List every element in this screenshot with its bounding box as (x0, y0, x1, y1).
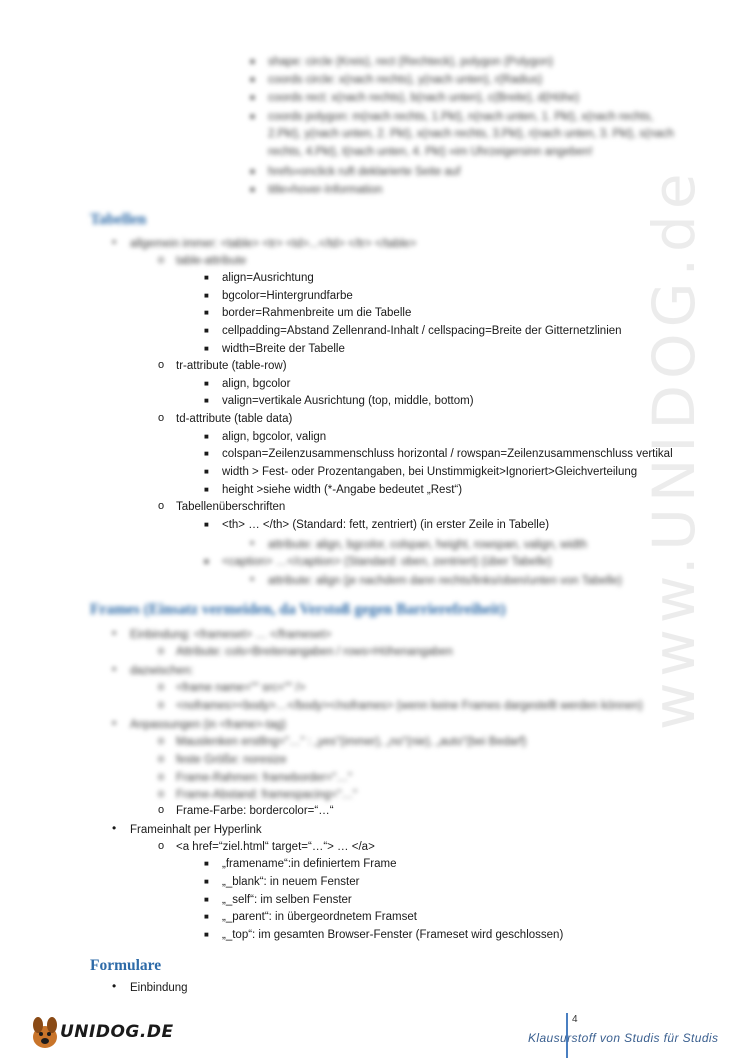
square-bullet-icon: ■ (204, 449, 209, 458)
list-item: o feste Größe: noresize (158, 753, 287, 766)
square-bullet-icon: ■ (204, 912, 209, 921)
list-item: ■ hrefs»onclick ruft deklarierte Seite auf (250, 166, 461, 178)
list-item: ■ valign=vertikale Ausrichtung (top, middle, bottom) (204, 392, 474, 410)
list-item: o Attribute: cols=Breitenangaben / rows=Höhenangaben (158, 645, 453, 658)
circle-bullet-icon: o (158, 359, 165, 371)
logo-text: UNIDOG.DE (60, 1022, 174, 1042)
list-item: • Einbindung: <frameset> … </frameset> (112, 626, 332, 641)
square-bullet-icon: ■ (204, 291, 209, 300)
list-item: • attribute: align, bgcolor, colspan, height, rowspan, valign, width (250, 536, 587, 551)
square-bullet-icon: ■ (204, 485, 209, 494)
square-bullet-icon: ■ (204, 273, 209, 282)
list-item: ■ „_blank“: in neuem Fenster (204, 873, 359, 891)
list-item: o Mauslenken erstllng="…" : „yes"(immer), „no"(nie), „auto"(bei Bedarf) (158, 735, 527, 748)
circle-bullet-icon: o (158, 840, 165, 852)
square-bullet-icon: ■ (204, 396, 209, 405)
list-item: ■ „_parent“: in übergeordnetem Framset (204, 908, 417, 926)
section-heading-tabellen: Tabellen (90, 211, 147, 228)
list-item: ■ <caption> …</caption> (Standard: oben, zentriert) (über Tabelle) (204, 556, 552, 568)
circle-bullet-icon: o (158, 500, 165, 512)
dog-logo-icon (25, 1013, 65, 1053)
list-item: o Frame-Abstand: framespacing="…" (158, 788, 358, 801)
list-item: ■ align, bgcolor (204, 375, 290, 393)
square-bullet-icon: ■ (204, 930, 209, 939)
list-item: ■ border=Rahmenbreite um die Tabelle (204, 304, 411, 322)
square-bullet-icon: ■ (204, 432, 209, 441)
dot-bullet-icon: • (112, 821, 117, 835)
square-bullet-icon: ■ (204, 379, 209, 388)
list-item: o Tabellenüberschriften (158, 500, 286, 513)
list-item: ■ height >siehe width (*-Angabe bedeutet „Rest“) (204, 481, 462, 499)
square-bullet-icon: ■ (204, 467, 209, 476)
square-bullet-icon: ■ (204, 877, 209, 886)
square-bullet-icon: ■ (204, 520, 209, 529)
footer-tagline: Klausurstoff von Studis für Studis (528, 1031, 719, 1045)
list-item: o tr-attribute (table-row) (158, 359, 287, 372)
list-item: • Einbindung (112, 979, 188, 994)
list-item: • Frameinhalt per Hyperlink (112, 821, 262, 836)
square-bullet-icon: ■ (204, 344, 209, 353)
section-heading-frames: Frames (Einsatz vermeiden, da Verstoß gegen Barrierefreiheit) (90, 601, 506, 618)
list-item: ■ width=Breite der Tabelle (204, 340, 345, 358)
list-item: • allgemein immer: <table> <tr> <td>...</td> </tr> </table> (112, 235, 417, 250)
square-bullet-icon: ■ (204, 895, 209, 904)
list-item: ■ „framename“:in definiertem Frame (204, 855, 396, 873)
page-number: 4 (572, 1014, 578, 1025)
list-item: ■ coords circle: x(nach rechts), y(nach unten), r(Radius) (250, 74, 543, 86)
list-item-continuation: 2.Pkt), y(nach unten, 2. Pkt), x(nach rechts, 3.Pkt), r(nach unten, 3. Pkt), s(nach (268, 128, 674, 140)
section-heading-formulare: Formulare (90, 957, 162, 974)
list-item: ■ bgcolor=Hintergrundfarbe (204, 287, 353, 305)
list-item: ■ shape: circle (Kreis), rect (Rechteck), polygon (Polygon) (250, 56, 554, 68)
dot-bullet-icon: • (112, 979, 117, 993)
square-bullet-icon: ■ (204, 326, 209, 335)
list-item: ■ colspan=Zeilenzusammenschluss horizontal / rowspan=Zeilenzusammenschluss vertikal (204, 445, 673, 463)
list-item: ■ align=Ausrichtung (204, 269, 314, 287)
list-item: o <noframes><body>…</body></noframes> (wenn keine Frames dargestellt werden können) (158, 699, 643, 712)
square-bullet-icon: ■ (204, 859, 209, 868)
list-item: ■ align, bgcolor, valign (204, 428, 326, 446)
watermark: www.UNIDOG.de (640, 167, 708, 730)
list-item: o td-attribute (table data) (158, 412, 293, 425)
list-item: ■ <th> … </th> (Standard: fett, zentriert) (in erster Zeile in Tabelle) (204, 516, 549, 534)
list-item: • Anpassungen (in <frame>-tag) (112, 716, 286, 731)
list-item: o <a href=“ziel.html“ target=“…“> … </a> (158, 840, 375, 853)
list-item: o Frame-Farbe: bordercolor=“…“ (158, 804, 334, 817)
list-item: • dazwischen: (112, 662, 194, 677)
list-item: ■ coords polygon: m(nach rechts, 1.Pkt), n(nach unten, 1. Pkt), x(nach rechts, (250, 111, 654, 123)
list-item: ■ title»hover-Information (250, 184, 383, 196)
circle-bullet-icon: o (158, 804, 165, 816)
list-item: o table-attribute (158, 254, 247, 267)
list-item: • attribute: align (je nachdem dann rechts/links/oben/unten von Tabelle) (250, 572, 622, 587)
list-item: ■ cellpadding=Abstand Zellenrand-Inhalt / cellspacing=Breite der Gitternetzlinien (204, 322, 622, 340)
list-item: ■ „_self“: im selben Fenster (204, 891, 352, 909)
list-item: ■ „_top“: im gesamten Browser-Fenster (Frameset wird geschlossen) (204, 926, 563, 944)
list-item: o <frame name="" src="" /> (158, 681, 306, 694)
list-item: o Frame-Rahmen: frameborder="…" (158, 771, 352, 784)
list-item: ■ coords rect: x(nach rechts), b(nach unten), c(Breite), d(Höhe) (250, 92, 580, 104)
circle-bullet-icon: o (158, 412, 165, 424)
square-bullet-icon: ■ (204, 308, 209, 317)
list-item: ■ width > Fest- oder Prozentangaben, bei Unstimmigkeit>Ignoriert>Gleichverteilung (204, 463, 637, 481)
list-item-continuation: rechts, 4.Pkt), t(nach unten, 4. Pkt) »im Uhrzeigersinn angeben! (268, 146, 593, 158)
